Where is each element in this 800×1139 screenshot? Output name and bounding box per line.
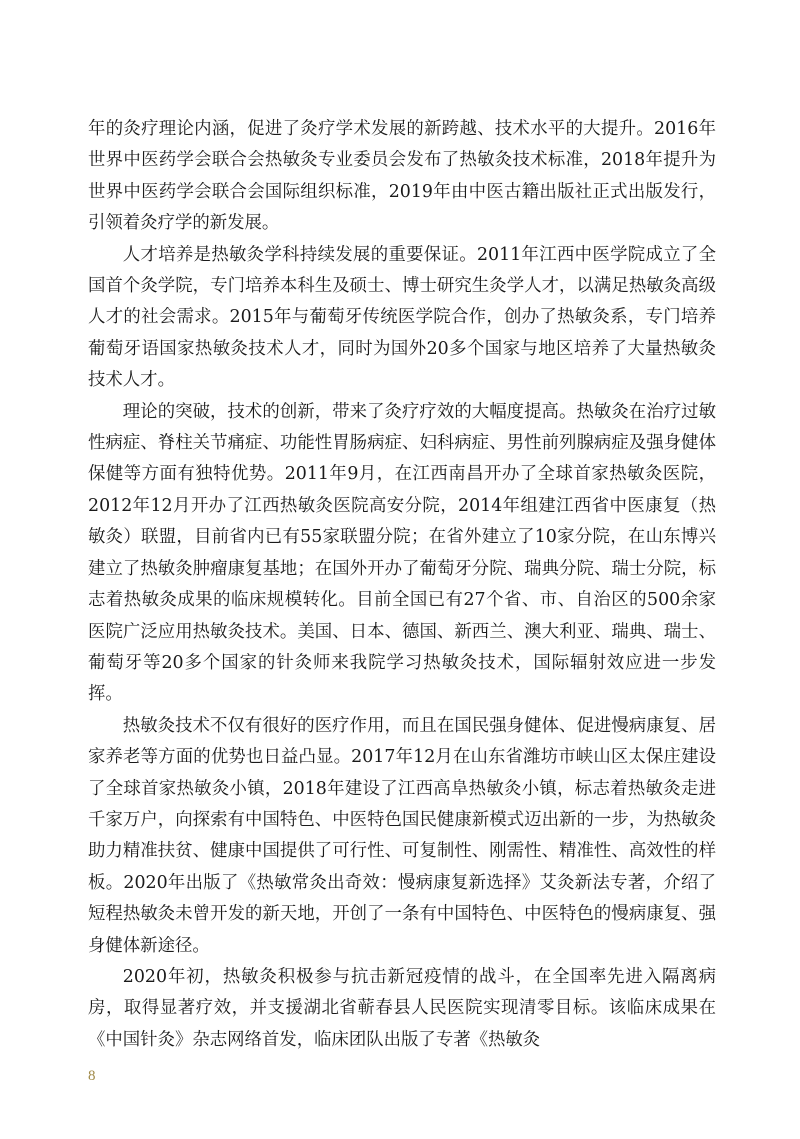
- page-body: [88, 114, 716, 1056]
- page-number: 8: [88, 1068, 96, 1084]
- paragraph: 热敏灸技术不仅有很好的医疗作用，而且在国民强身健体、促进慢病康复、居家养老等方面的优势也日益凸显。2017年12月在山东省潍坊市峡山区太保庄建设了全球首家热敏灸小镇，2018年建设了江西高阜热敏灸小镇，标志着热敏灸走进千家万户，向探索有中国特色、中医特色国民健康新模式迈出新的一步，为热敏灸助力精准扶贫、健康中国提供了可行性、可复制性、刚需性、精准性、高效性的样板。2020年出版了《热敏常灸出奇效：慢病康复新选择》艾灸新法专著，介绍了短程热敏灸未曾开发的新天地，开创了一条有中国特色、中医特色的慢病康复、强身健体新途径。: [88, 715, 716, 956]
- paragraph: 年的灸疗理论内涵，促进了灸疗学术发展的新跨越、技术水平的大提升。2016年世界中医药学会联合会热敏灸专业委员会发布了热敏灸技术标准，2018年提升为世界中医药学会联合会国际组织标准，2019年由中医古籍出版社正式出版发行，引领着灸疗学的新发展。: [88, 119, 716, 234]
- paragraph: 2020年初，热敏灸积极参与抗击新冠疫情的战斗，在全国率先进入隔离病房，取得显著疗效，并支援湖北省蕲春县人民医院实现清零目标。该临床成果在《中国针灸》杂志网络首发，临床团队出版了专著《热敏灸: [88, 966, 716, 1050]
- paragraph: 理论的突破，技术的创新，带来了灸疗疗效的大幅度提高。热敏灸在治疗过敏性病症、脊柱关节痛症、功能性胃肠病症、妇科病症、男性前列腺病症及强身健体保健等方面有独特优势。2011年9月，在江西南昌开办了全球首家热敏灸医院，2012年12月开办了江西热敏灸医院高安分院，2014年组建江西省中医康复（热敏灸）联盟，目前省内已有55家联盟分院；在省外建立了10家分院，在山东博兴建立了热敏灸肿瘤康复基地；在国外开办了葡萄牙分院、瑞典分院、瑞士分院，标志着热敏灸成果的临床规模转化。目前全国已有27个省、市、自治区的500余家医院广泛应用热敏灸技术。美国、日本、德国、新西兰、澳大利亚、瑞典、瑞士、葡萄牙等20多个国家的针灸师来我院学习热敏灸技术，国际辐射效应进一步发挥。: [88, 401, 716, 705]
- paragraph: 人才培养是热敏灸学科持续发展的重要保证。2011年江西中医学院成立了全国首个灸学院，专门培养本科生及硕士、博士研究生灸学人才，以满足热敏灸高级人才的社会需求。2015年与葡萄牙传统医学院合作，创办了热敏灸系，专门培养葡萄牙语国家热敏灸技术人才，同时为国外20多个国家与地区培养了大量热敏灸技术人才。: [88, 244, 716, 391]
